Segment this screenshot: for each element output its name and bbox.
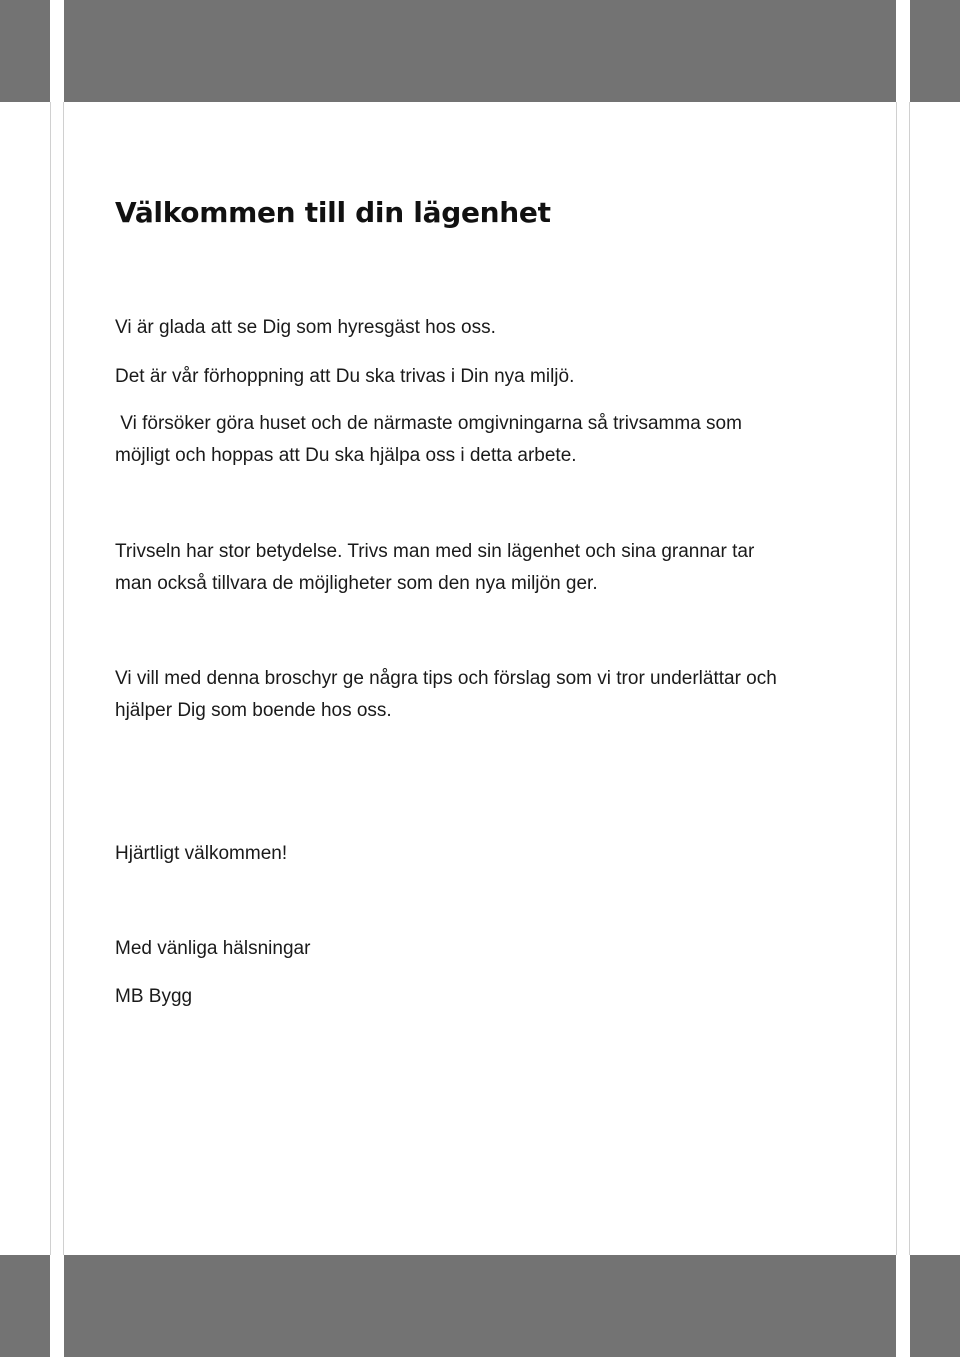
signature <box>115 981 192 1013</box>
paragraph-line: Vi försöker göra huset och de närmaste omgivningarna så trivsamma som <box>115 413 742 434</box>
paragraph-line: Det är vår förhoppning att Du ska trivas i Din nya miljö. <box>115 366 575 387</box>
paragraph-line: Vi är glada att se Dig som hyresgäst hos oss. <box>115 317 496 338</box>
paragraph-line: hjälper Dig som boende hos oss. <box>115 700 392 721</box>
paragraph-line: möjligt och hoppas att Du ska hjälpa oss i detta arbete. <box>115 445 577 466</box>
closing-regards <box>115 933 310 965</box>
paragraph-brochure <box>115 663 777 727</box>
paragraph-line: Trivseln har stor betydelse. Trivs man med sin lägenhet och sina grannar tar <box>115 541 755 562</box>
header-bar-right <box>910 0 960 102</box>
page-title: Välkommen till din lägenhet <box>115 196 551 229</box>
paragraph-greeting <box>115 312 496 344</box>
paragraph-line: man också tillvara de möjligheter som den nya miljön ger. <box>115 573 598 594</box>
frame-rule-left-inner <box>63 102 64 1255</box>
header-bar <box>64 0 896 102</box>
paragraph-line: Med vänliga hälsningar <box>115 938 311 959</box>
paragraph-wellbeing <box>115 536 754 600</box>
paragraph-hope <box>115 361 574 393</box>
footer-bar-left <box>0 1255 50 1357</box>
closing-welcome <box>115 838 287 870</box>
paragraph-line: Vi vill med denna broschyr ge några tips och förslag som vi tror underlättar och <box>115 668 777 689</box>
paragraph-surroundings <box>115 408 742 472</box>
footer-bar <box>64 1255 896 1357</box>
frame-rule-right-outer <box>909 102 910 1255</box>
header-bar-left <box>0 0 50 102</box>
paragraph-line: Hjärtligt välkommen! <box>115 843 288 864</box>
paragraph-line: MB Bygg <box>115 986 193 1007</box>
frame-rule-left-outer <box>50 102 51 1255</box>
footer-bar-right <box>910 1255 960 1357</box>
frame-rule-right-inner <box>896 102 897 1255</box>
